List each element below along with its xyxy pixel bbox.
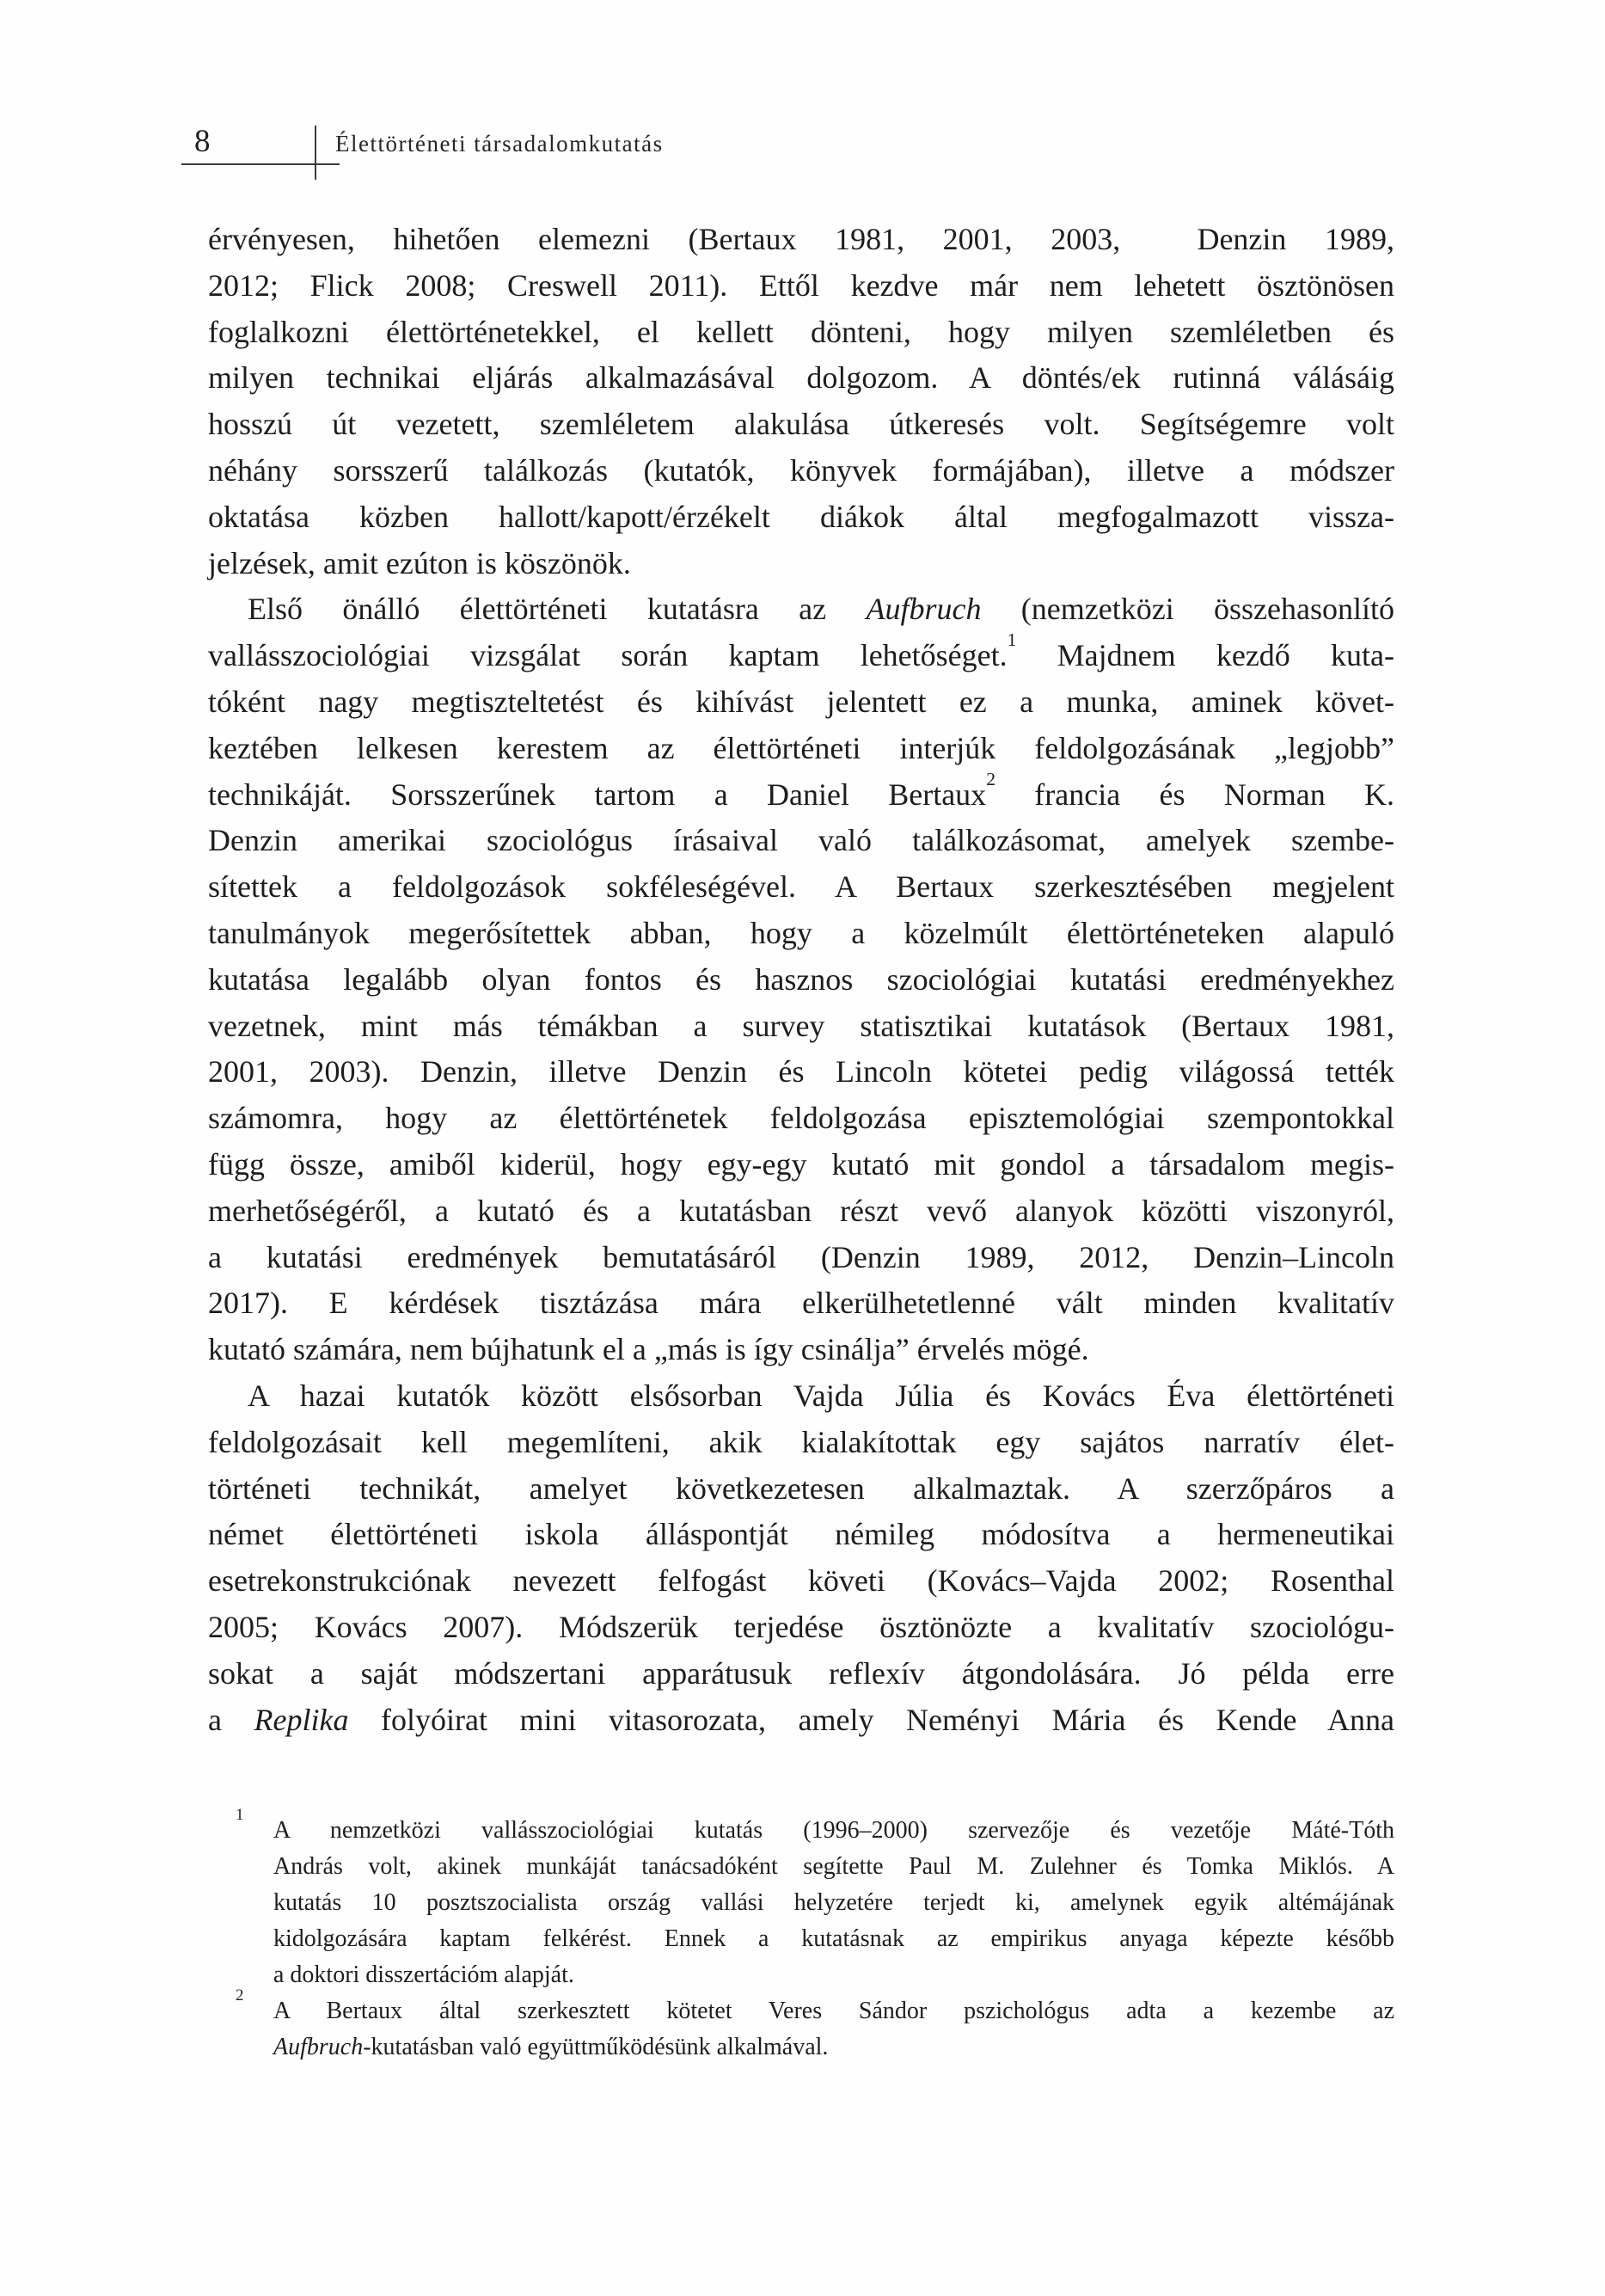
footnote-ref: 1 bbox=[1007, 629, 1017, 651]
footnote-line: 1 A nemzetközi vallásszociológiai kutatás (1996–2000) szervezője és vezetője Máté-Tóth bbox=[236, 1806, 1394, 1844]
text-line: a kutatási eredmények bemutatásáról (Denzin 1989, 2012, Denzin–Lincoln bbox=[208, 1239, 1394, 1274]
text-line: 2005; Kovács 2007). Módszerük terjedése ösztönözte a kvalitatív szociológu- bbox=[208, 1609, 1394, 1644]
text-line: Első önálló élettörténeti kutatásra az Aufbruch (nemzetközi összehasonlító bbox=[248, 592, 1394, 627]
text-line: oktatása közben hallott/kapott/érzékelt diákok által megfogalmazott vissza- bbox=[208, 499, 1394, 534]
page-number: 8 bbox=[194, 124, 211, 159]
body-text bbox=[208, 217, 1394, 1743]
text-line: német élettörténeti iskola álláspontját némileg módosítva a hermeneutikai bbox=[208, 1517, 1394, 1552]
text-line: feldolgozásait kell megemlíteni, akik kialakítottak egy sajátos narratív élet- bbox=[208, 1424, 1394, 1459]
text-line: sokat a saját módszertani apparátusuk reflexív átgondolására. Jó példa erre bbox=[208, 1655, 1394, 1691]
text-line: hosszú út vezetett, szemléletem alakulása útkeresés volt. Segítségemre volt bbox=[208, 407, 1394, 442]
text-line: sítettek a feldolgozások sokféleségével. A Bertaux szerkesztésében megjelent bbox=[208, 869, 1394, 905]
text-line: merhetőségéről, a kutató és a kutatásban részt vevő alanyok közötti viszonyról, bbox=[208, 1193, 1394, 1228]
text-line: tanulmányok megerősítettek abban, hogy a közelmúlt élettörténeteken alapuló bbox=[208, 915, 1394, 950]
text-line: Denzin amerikai szociológus írásaival való találkozásomat, amelyek szembe- bbox=[208, 823, 1394, 858]
text-line: milyen technikai eljárás alkalmazásával dolgozom. A döntés/ek rutinná válásáig bbox=[208, 360, 1394, 396]
text-line: néhány sorsszerű találkozás (kutatók, könyvek formájában), illetve a módszer bbox=[208, 452, 1394, 488]
footnote-line: Aufbruch-kutatásban való együttműködésünk alkalmával. bbox=[273, 2034, 829, 2060]
text-line: technikáját. Sorsszerűnek tartom a Daniel Bertaux$^2$ francia és Norman K. bbox=[208, 768, 1394, 812]
text-line: 2012; Flick 2008; Creswell 2011). Ettől kezdve már nem lehetett ösztönösen bbox=[208, 267, 1394, 303]
text-line: vallásszociológiai vizsgálat során kaptam lehetőséget.$^1$ Majdnem kezdő kuta- bbox=[208, 629, 1394, 673]
footnote-line: kutatás 10 posztszocialista ország vallási helyzetére terjedt ki, amelynek egyik altémájának bbox=[273, 1889, 1394, 1916]
text-line: kutató számára, nem bújhatunk el a „más is így csinálja” érvelés mögé. bbox=[208, 1332, 1089, 1367]
footnote-line: kidolgozására kaptam felkérést. Ennek a kutatásnak az empirikus anyaga képezte később bbox=[273, 1925, 1394, 1952]
running-title: Élettörténeti társadalomkutatás bbox=[335, 131, 664, 157]
text-line: esetrekonstrukciónak nevezett felfogást követi (Kovács–Vajda 2002; Rosenthal bbox=[208, 1563, 1394, 1599]
text-line: a Replika folyóirat mini vitasorozata, amely Neményi Mária és Kende Anna bbox=[208, 1702, 1394, 1737]
text-line: 2017). E kérdések tisztázása mára elkerülhetetlenné vált minden kvalitatív bbox=[208, 1286, 1394, 1321]
text-line: tóként nagy megtiszteltetést és kihívást jelentett ez a munka, aminek követ- bbox=[208, 684, 1394, 719]
text-line: függ össze, amiből kiderül, hogy egy-egy kutató mit gondol a társadalom megis- bbox=[208, 1146, 1394, 1182]
text-line: jelzések, amit ezúton is köszönök. bbox=[208, 545, 631, 580]
footnote-marker: 2 bbox=[236, 1986, 244, 2004]
footnote-line: a doktori disszertációm alapját. bbox=[273, 1961, 574, 1988]
italic-text: Aufbruch bbox=[273, 2034, 364, 2060]
footnote-marker: 1 bbox=[236, 1806, 244, 1824]
footnotes bbox=[236, 1806, 1394, 2066]
text-line: foglalkozni élettörténetekkel, el kellett dönteni, hogy milyen szemléletben és bbox=[208, 314, 1394, 349]
footnote-ref: 2 bbox=[986, 768, 995, 789]
footnote-line: 2 A Bertaux által szerkesztett kötetet Veres Sándor pszichológus adta a kezembe az bbox=[236, 1986, 1394, 2024]
text-line: érvényesen, hihetően elemezni (Bertaux 1981, 2001, 2003, Denzin 1989, bbox=[208, 222, 1394, 256]
text-line: kutatása legalább olyan fontos és hasznos szociológiai kutatási eredményekhez bbox=[208, 961, 1394, 997]
header-vertical-rule bbox=[315, 126, 316, 180]
footnote-line: András volt, akinek munkáját tanácsadóként segítette Paul M. Zulehner és Tomka Miklós. A bbox=[273, 1853, 1394, 1880]
text-line: A hazai kutatók között elsősorban Vajda Júlia és Kovács Éva élettörténeti bbox=[248, 1378, 1394, 1413]
italic-text: Aufbruch bbox=[866, 592, 982, 627]
text-line: vezetnek, mint más témákban a survey statisztikai kutatások (Bertaux 1981, bbox=[208, 1008, 1394, 1043]
text-line: számomra, hogy az élettörténetek feldolgozása episztemológiai szempontokkal bbox=[208, 1101, 1394, 1136]
italic-text: Replika bbox=[254, 1702, 349, 1737]
text-line: történeti technikát, amelyet következetesen alkalmaztak. A szerzőpáros a bbox=[208, 1470, 1394, 1506]
text-line: 2001, 2003). Denzin, illetve Denzin és Lincoln kötetei pedig világossá tették bbox=[208, 1054, 1394, 1090]
text-line: keztében lelkesen kerestem az élettörténeti interjúk feldolgozásának „legjobb” bbox=[208, 730, 1394, 765]
